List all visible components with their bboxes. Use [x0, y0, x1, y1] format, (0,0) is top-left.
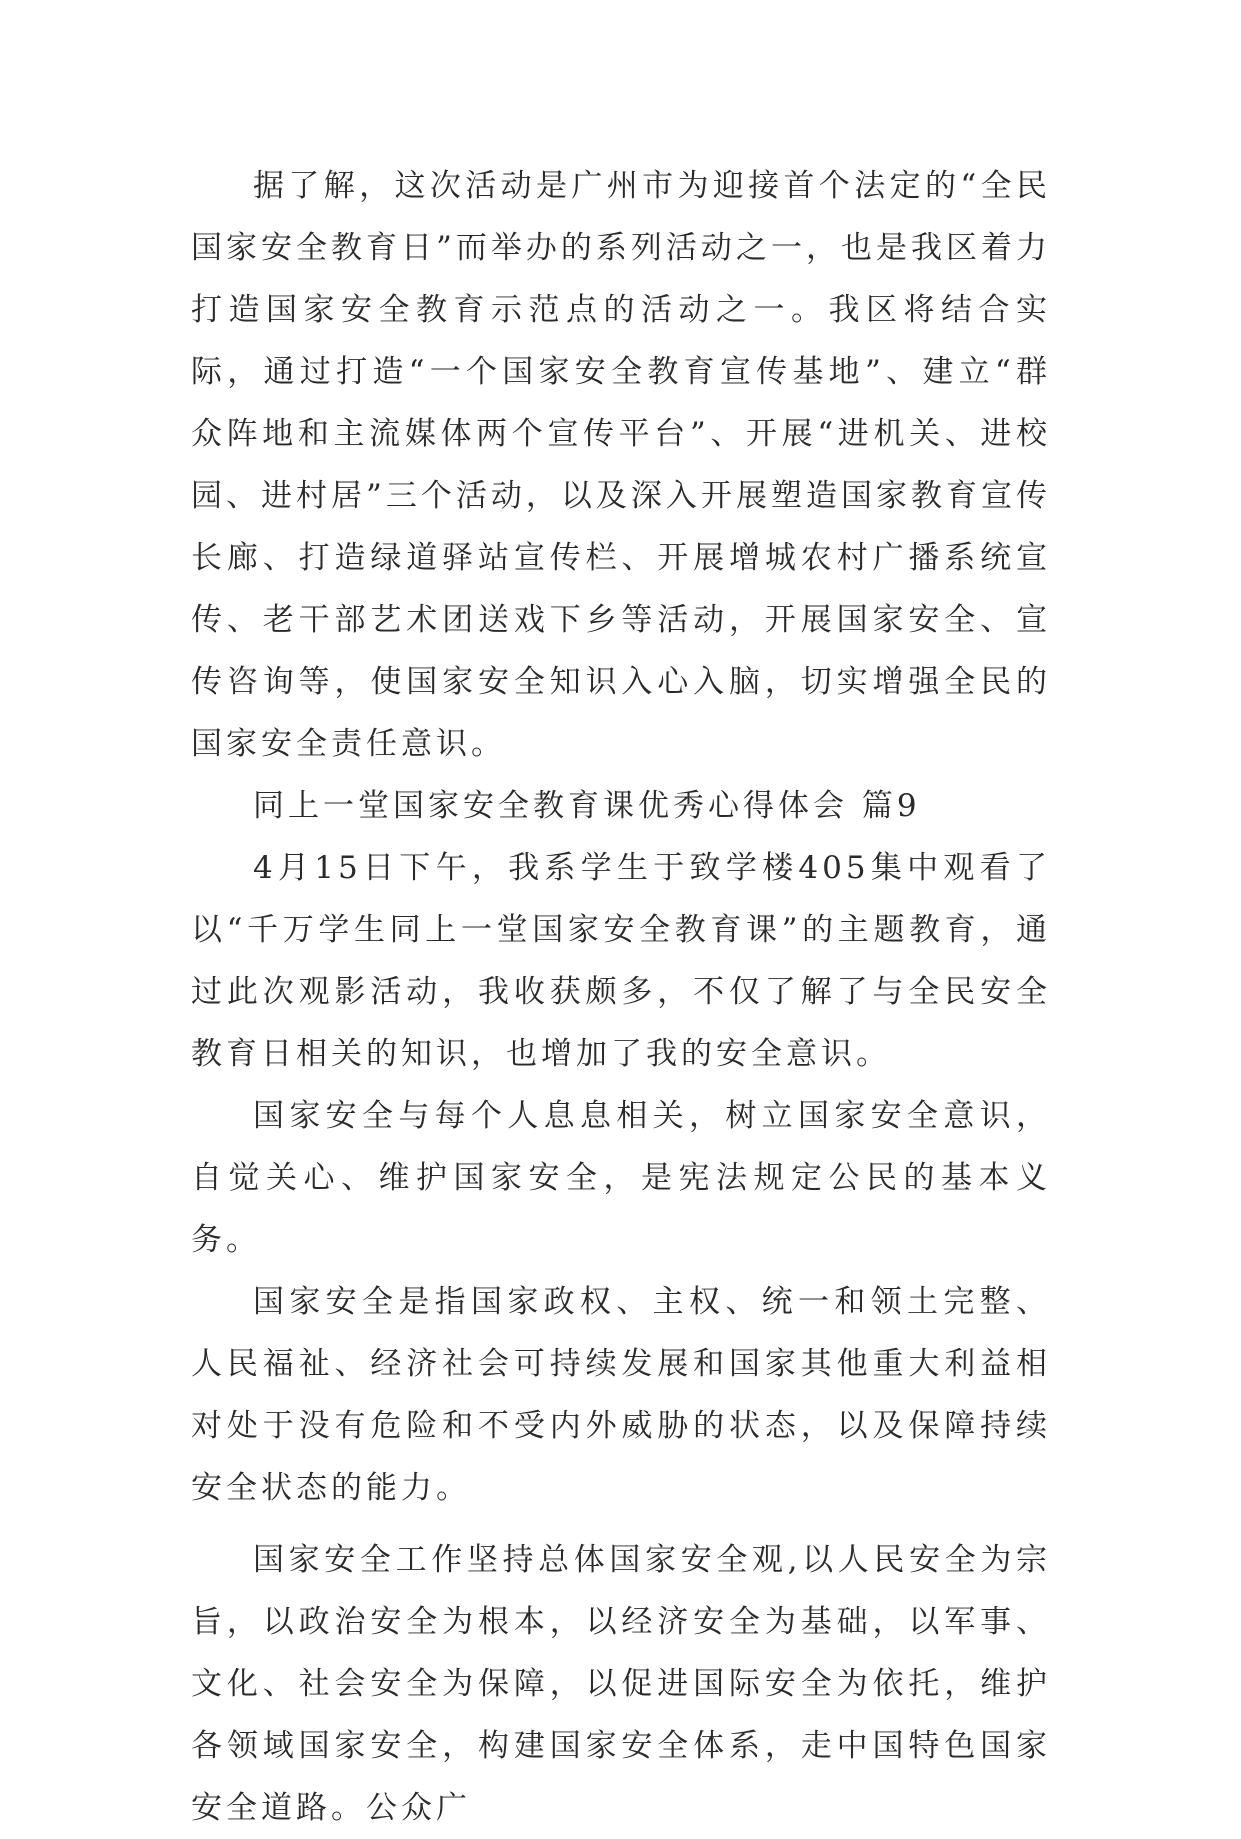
- paragraph-5: 国家安全工作坚持总体国家安全观,以人民安全为宗旨，以政治安全为根本，以经济安全为基础，以军事、文化、社会安全为保障，以促进国际安全为依托，维护各领域国家安全，构建国家安全体系，走中国特色国家安全道路。公众广: [191, 1542, 1051, 1826]
- paragraph-4: 国家安全是指国家政权、主权、统一和领土完整、人民福祉、经济社会可持续发展和国家其他重大利益相对处于没有危险和不受内外威胁的状态，以及保障持续安全状态的能力。: [191, 1284, 1051, 1506]
- section-heading: 同上一堂国家安全教育课优秀心得体会 篇9: [253, 788, 921, 824]
- paragraph-2: 4月15日下午，我系学生于致学楼405集中观看了以“千万学生同上一堂国家安全教育课”的主题教育，通过此次观影活动，我收获颇多，不仅了解了与全民安全教育日相关的知识，也增加了我的安全意识。: [191, 850, 1051, 1072]
- paragraph-1: 据了解，这次活动是广州市为迎接首个法定的“全民国家安全教育日”而举办的系列活动之一，也是我区着力打造国家安全教育示范点的活动之一。我区将结合实际，通过打造“一个国家安全教育宣传基地”、建立“群众阵地和主流媒体两个宣传平台”、开展“进机关、进校园、进村居”三个活动，以及深入开展塑造国家教育宣传长廊、打造绿道驿站宣传栏、开展增城农村广播系统宣传、老干部艺术团送戏下乡等活动，开展国家安全、宣传咨询等，使国家安全知识入心入脑，切实增强全民的国家安全责任意识。: [191, 168, 1051, 762]
- paragraph-3: 国家安全与每个人息息相关，树立国家安全意识，自觉关心、维护国家安全，是宪法规定公民的基本义务。: [191, 1098, 1051, 1258]
- document-page: [191, 155, 1051, 1839]
